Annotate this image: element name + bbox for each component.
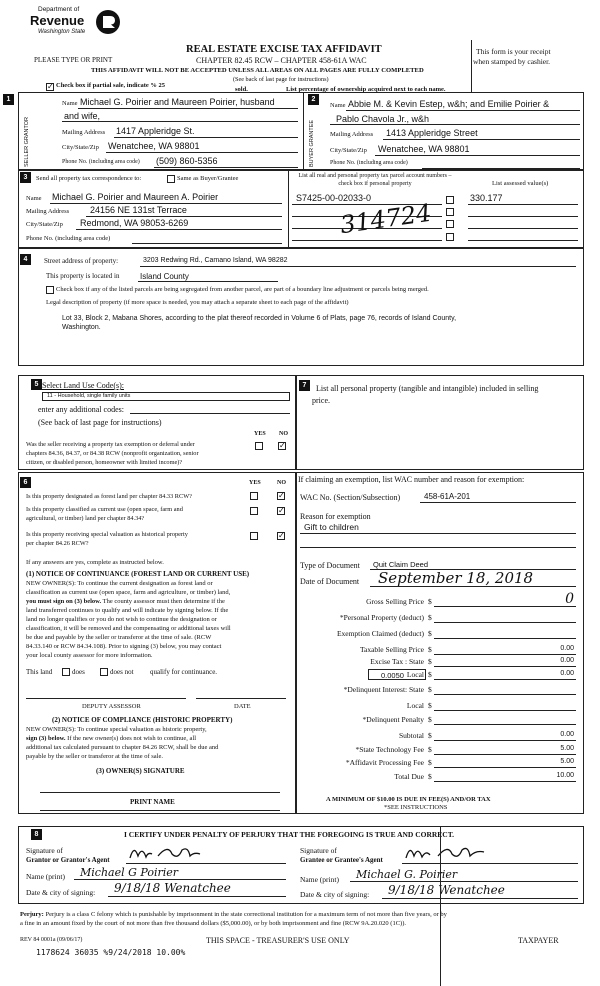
tax-row-label: Local (406, 701, 424, 710)
tax-row-line (434, 694, 576, 695)
tax-row-line (434, 654, 576, 655)
grantor-signature[interactable] (128, 842, 208, 864)
section-number-1: 1 (3, 94, 14, 105)
legal-description-2[interactable]: Washington. (62, 324, 101, 331)
document-type-label: Type of Document (300, 561, 360, 570)
sec6-no-header: NO (277, 480, 286, 486)
compliance-text-2b: If the new owner(s) does not wish to continue, all (65, 735, 197, 742)
tax-row-currency: $ (428, 772, 432, 781)
tax-row-line (434, 781, 576, 782)
owner-signature-line (40, 792, 280, 793)
tax-row-label: Subtotal (398, 731, 424, 740)
receipt-stamp: 1178624 36035 %9/24/2018 10.00% (36, 948, 186, 957)
assessed-value[interactable]: 330.177 (470, 193, 503, 203)
buyer-mail-line (383, 139, 580, 140)
tax-row-label: *State Technology Fee (355, 745, 424, 754)
reason-line-2 (300, 547, 576, 548)
tax-row-line (434, 679, 576, 680)
tax-row-currency: $ (428, 731, 432, 740)
perjury-text-2: a fine in an amount fixed by the court of not more than five thousand dollars ($5,000.00), or by both imprisonment and fine (RCW 9A.20.020 (1C)). (20, 920, 407, 927)
send-correspondence-label: Send all property tax correspondence to: (36, 175, 142, 182)
notice-continuance-title: (1) NOTICE OF CONTINUANCE (FOREST LAND OR CURRENT USE) (26, 570, 250, 578)
forest-no-checkbox[interactable]: ✓ (278, 491, 285, 500)
legal-label: Legal description of property (if more space is needed, you may attach a separate sheet to each page of the affidavit) (46, 299, 349, 306)
tax-row-currency: $ (428, 715, 432, 724)
compliance-text-4: payable by the seller or transferor at the time of sale. (26, 753, 163, 760)
partial-sale-label: Check box if partial sale, indicate % 25 (56, 82, 166, 89)
tax-row-label: Excise Tax : State (370, 657, 424, 666)
assessed-line-3 (468, 228, 578, 229)
treasurer-space-label: THIS SPACE - TREASURER'S USE ONLY (206, 936, 350, 945)
tax-row-currency: $ (428, 613, 432, 622)
corr-mail-label: Mailing Address (26, 208, 70, 215)
continuance-text-8: 84.33.140 or RCW 84.34.108). Prior to signing (3) below, you may contact (26, 643, 222, 650)
tax-row-currency: $ (428, 701, 432, 710)
continuance-text-7: be due and payable by the seller or transferor at the time of sale. (RCW (26, 634, 212, 641)
corr-city-label: City/State/Zip (26, 221, 63, 228)
corr-city[interactable]: Redmond, WA 98053-6269 (80, 218, 189, 228)
sec5-yes-header: YES (254, 431, 266, 437)
dept-state: Washington State (38, 29, 86, 35)
personal-property-label: List all personal property (tangible and intangible) included in selling (316, 384, 539, 393)
assessed-line-2 (468, 216, 578, 217)
document-type[interactable]: Quit Claim Deed (373, 560, 429, 569)
grantor-signature-of: Signature of (26, 846, 63, 855)
local-rate-box[interactable] (368, 669, 426, 680)
street-address[interactable]: 3203 Redwing Rd., Camano Island, WA 98282 (143, 257, 288, 264)
grantee-name-print-label: Name (print) (300, 875, 339, 884)
additional-codes-label: enter any additional codes: (38, 405, 124, 414)
partial-sale-sold: sold. (235, 86, 248, 93)
form-title: REAL ESTATE EXCISE TAX AFFIDAVIT (186, 44, 382, 55)
buyer-mail-label: Mailing Address (330, 131, 374, 138)
qualify-label: qualify for continuance. (150, 668, 218, 676)
tax-row-value[interactable]: 0.00 (560, 657, 574, 664)
land-use-label: Select Land Use Code(s): (42, 381, 124, 390)
buyer-phone-label: Phone No. (including area code) (330, 160, 408, 166)
current-use-yes-checkbox[interactable] (250, 507, 258, 515)
continuance-sign-bold: you must sign on (3) below. (26, 598, 102, 605)
grantee-signature-of: Signature of (300, 846, 337, 855)
assessed-line-4 (468, 240, 578, 241)
continuance-text-4: land transferred continues to qualify and will indicate by signing below. If the (26, 607, 229, 614)
assessed-line-1 (468, 204, 578, 205)
section-number-4: 4 (20, 254, 31, 265)
seller-name-line (78, 108, 298, 109)
forest-yes-checkbox[interactable] (250, 492, 258, 500)
sec5-no-header: NO (279, 431, 288, 437)
tax-row-line (434, 767, 576, 768)
tax-row-value[interactable]: 0.00 (560, 645, 574, 652)
tax-row-line (434, 606, 576, 607)
section-number-2: 2 (308, 94, 319, 105)
continuance-text-2: classification as current use (open space, farm and agriculture, or timber) land, (26, 589, 231, 596)
tax-row-line (434, 724, 576, 725)
seller-mail-label: Mailing Address (62, 129, 106, 136)
tax-row-line (434, 638, 576, 639)
form-chapter: CHAPTER 82.45 RCW – CHAPTER 458-61A WAC (196, 56, 367, 65)
ownership-pct-note: List percentage of ownership acquired next to each name. (286, 86, 446, 93)
seller-phone-line (154, 167, 298, 168)
land-does-checkbox[interactable] (62, 668, 70, 676)
exemption-no-checkbox[interactable]: ✓ (279, 441, 286, 450)
print-name-line (40, 810, 280, 811)
located-label: This property is located in (46, 272, 120, 280)
legal-description-1[interactable]: Lot 33, Block 2, Mabana Shores, according to the plat thereof recorded in Volume 6 of Plats, page 76, records of Island County, (62, 315, 457, 322)
compliance-text-1: NEW OWNER(S): To continue special valuation as historic property, (26, 726, 207, 733)
grantor-agent-label: Grantor or Grantor's Agent (26, 856, 110, 864)
corr-name[interactable]: Michael G. Poirier and Maureen A. Poirier (52, 192, 219, 202)
tax-row-value[interactable]: 10.00 (556, 772, 574, 779)
land-does-not-label: does not (110, 668, 134, 676)
tax-row-currency: $ (428, 645, 432, 654)
notice-compliance-title: (2) NOTICE OF COMPLIANCE (HISTORIC PROPERTY) (52, 716, 233, 724)
continuance-text-5: land no longer qualifies or you do not wish to continue the designation or (26, 616, 217, 623)
header-see-back: (See back of last page for instructions) (233, 76, 329, 83)
current-use-question-b: agricultural, or timber) land per chapter 84.34? (26, 515, 145, 522)
land-use-see-back: (See back of last page for instructions) (38, 418, 162, 427)
assessed-header: List assessed value(s) (492, 180, 549, 187)
personal-property-checkbox-4[interactable] (446, 233, 454, 241)
seller-city-line (106, 152, 298, 153)
seller-mail-line (114, 137, 298, 138)
grantee-date-city[interactable]: 9/18/18 Wenatchee (388, 883, 505, 897)
seller-phone-label: Phone No. (including area code) (62, 159, 140, 165)
dept-line: Department of (38, 6, 80, 13)
continuance-text-9: your local county assessor for more information. (26, 652, 153, 659)
exemption-claim-label: If claiming an exemption, list WAC number and reason for exemption: (298, 475, 525, 484)
tax-row-label: Total Due (394, 772, 424, 781)
tax-row-label: Taxable Selling Price (359, 645, 424, 654)
partial-sale-checkbox[interactable]: ✓ (47, 82, 54, 91)
if-yes-note: If any answers are yes, complete as instructed below. (26, 559, 164, 566)
tax-row-line (434, 622, 576, 623)
tax-row-value[interactable]: 5.00 (560, 758, 574, 765)
personal-property-checkbox-1[interactable] (446, 196, 454, 204)
local-rate: 0.0050 (381, 671, 404, 680)
county-line (138, 281, 278, 282)
buyer-name2-line (330, 124, 580, 125)
deputy-assessor-label: DEPUTY ASSESSOR (82, 703, 141, 710)
personal-property-checkbox-3[interactable] (446, 220, 454, 228)
section-number-6: 6 (20, 477, 31, 488)
grantee-date-city-label: Date & city of signing: (300, 890, 370, 899)
additional-codes-line (130, 413, 290, 414)
street-line (140, 266, 576, 267)
tax-row-label: Gross Selling Price (366, 597, 424, 606)
historic-question-a: Is this property receiving special valuation as historical property (26, 531, 188, 538)
tax-row-line (434, 666, 576, 667)
see-instructions-note: *SEE INSTRUCTIONS (384, 804, 448, 811)
tax-row-value[interactable]: 0 (565, 591, 574, 607)
perjury-text-1b: Perjury is a class C felony which is punishable by imprisonment in the state correctional institution for a maximum term of not more than five years, or by (43, 911, 447, 918)
grantor-date-city[interactable]: 9/18/18 Wenatchee (114, 881, 231, 895)
perjury-label: Perjury: (20, 911, 44, 918)
tax-row-label: *Delinquent Penalty (362, 715, 424, 724)
grantor-signature-line (126, 863, 286, 864)
dept-logo-text (30, 6, 86, 35)
perjury-certification: I CERTIFY UNDER PENALTY OF PERJURY THAT THE FOREGOING IS TRUE AND CORRECT. (124, 830, 455, 839)
corr-city-line (76, 229, 282, 230)
seller-mail[interactable]: 1417 Appleridge St. (116, 126, 195, 136)
section3-divider (288, 170, 289, 248)
exemption-question-1a: Was the seller receiving a property tax exemption or deferral under (26, 441, 195, 448)
seller-name-label: Name (62, 100, 78, 107)
tax-row-currency: $ (428, 685, 432, 694)
historic-question-b: per chapter 84.26 RCW? (26, 540, 89, 547)
grantor-date-city-label: Date & city of signing: (26, 888, 96, 897)
tax-row-label: Exemption Claimed (deduct) (336, 629, 424, 638)
minimum-fee-note: A MINIMUM OF $10.00 IS DUE IN FEE(S) AND/OR TAX (326, 796, 491, 803)
seller-name[interactable]: Michael G. Poirier and Maureen Poirier, husband (80, 97, 275, 107)
receipt-divider (471, 40, 472, 92)
buyer-name-label: Name (330, 102, 346, 109)
tax-row-currency: $ (428, 670, 432, 679)
current-use-no-checkbox[interactable]: ✓ (278, 506, 285, 515)
exemption-question-1b: chapters 84.36, 84.37, or 84.38 RCW (nonprofit organization, senior (26, 450, 199, 457)
form-warning: THIS AFFIDAVIT WILL NOT BE ACCEPTED UNLESS ALL AREAS ON ALL PAGES ARE FULLY COMPLETED (91, 67, 424, 74)
exemption-reason[interactable]: Gift to children (304, 522, 359, 532)
segregated-label: Check box if any of the listed parcels are being segregated from another parcel, are part of a boundary line adjustment or parcels being merged. (56, 286, 429, 293)
section-number-7: 7 (299, 380, 310, 391)
continuance-text-3 (26, 598, 225, 605)
parcel-header: List all real and personal property tax parcel account numbers – check box if personal property (298, 173, 452, 187)
tax-row-value[interactable]: 0.00 (560, 670, 574, 677)
reason-line (300, 533, 576, 534)
tax-row-value[interactable]: 5.00 (560, 745, 574, 752)
buyer-city-line (375, 155, 580, 156)
dept-name: Revenue (30, 13, 85, 28)
receipt-note-1: This form is your receipt (476, 47, 551, 56)
corr-name-line (50, 203, 282, 204)
historic-yes-checkbox[interactable] (250, 532, 258, 540)
continuance-text-6: classification, it will be removed and the compensating or additional taxes will (26, 625, 231, 632)
form-revision: REV 84 0001a (09/06/17) (20, 937, 83, 943)
grantee-signature[interactable] (404, 842, 494, 864)
corr-phone-line (132, 243, 282, 244)
deputy-date-line (196, 698, 286, 699)
wac-number[interactable]: 458-61A-201 (424, 492, 471, 501)
deputy-date-label: DATE (234, 703, 251, 710)
exemption-question-1c: citizen, or disabled person, homeowner with limited income)? (26, 459, 183, 466)
taxpayer-label: TAXPAYER (518, 936, 559, 945)
corr-phone-label: Phone No. (including area code) (26, 235, 111, 242)
continuance-text-3b: The county assessor must then determine if the (101, 598, 225, 605)
document-date-line (370, 586, 576, 587)
forest-land-question: Is this property designated as forest land per chapter 84.33 RCW? (26, 493, 192, 500)
owner-signature-label: (3) OWNER(S) SIGNATURE (96, 767, 185, 775)
compliance-text-3: additional tax calculated pursuant to chapter 84.26 RCW, shall be due and (26, 744, 219, 751)
tax-row-label: *Delinquent Interest: State (343, 685, 424, 694)
this-land-label: This land (26, 668, 53, 676)
continuance-text-1: NEW OWNER(S): To continue the current designation as forest land or (26, 580, 213, 587)
grantee-agent-label: Grantee or Grantee's Agent (300, 856, 383, 864)
tax-row-line (434, 710, 576, 711)
seller-side-label: SELLER GRANTOR (24, 116, 30, 167)
handwritten-number: 314724 (338, 198, 434, 240)
personal-property-checkbox-2[interactable] (446, 208, 454, 216)
buyer-name-line (346, 110, 580, 111)
tax-row-currency: $ (428, 758, 432, 767)
county[interactable]: Island County (140, 272, 189, 281)
seller-phone[interactable]: (509) 860-5356 (156, 156, 218, 166)
land-use-select[interactable] (42, 392, 290, 401)
parties-divider (303, 92, 304, 170)
buyer-name[interactable]: Abbie M. & Kevin Estep, w&h; and Emilie Poirier & (348, 99, 550, 109)
seller-city-label: City/State/Zip (62, 144, 99, 151)
buyer-name-2[interactable]: Pablo Chavola Jr., w&h (336, 114, 430, 124)
personal-property-price-label: price. (312, 396, 330, 405)
revenue-logo-icon (94, 8, 122, 36)
reason-label: Reason for exemption (300, 512, 371, 521)
land-use-value: 11 - Household, single family units (47, 393, 131, 399)
buyer-side-label: BUYER GRANTEE (309, 119, 315, 167)
tax-row-currency: $ (428, 629, 432, 638)
buyer-city-label: City/State/Zip (330, 147, 367, 154)
tax-row-currency: $ (428, 597, 432, 606)
historic-no-checkbox[interactable]: ✓ (278, 531, 285, 540)
receipt-note-2: when stamped by cashier. (473, 57, 551, 66)
document-date-label: Date of Document (300, 577, 360, 586)
parcel-number[interactable]: S7425-00-02033-0 (296, 193, 372, 203)
print-name-label: PRINT NAME (130, 798, 175, 806)
grantor-date-line (108, 896, 286, 897)
same-as-buyer-checkbox[interactable] (167, 175, 175, 183)
tax-row-line (434, 740, 576, 741)
seller-name2-line (62, 121, 298, 122)
parcel-line-4 (292, 240, 442, 241)
grantor-print-line (74, 879, 286, 880)
seller-city[interactable]: Wenatchee, WA 98801 (108, 141, 200, 151)
grantee-date-line (382, 898, 578, 899)
land-does-not-checkbox[interactable] (100, 668, 108, 676)
section-number-3: 3 (20, 172, 31, 183)
corr-name-label: Name (26, 195, 42, 202)
corr-mail-line (86, 216, 282, 217)
wac-label: WAC No. (Section/Subsection) (300, 493, 401, 502)
current-use-question-a: Is this property classified as current use (open space, farm and (26, 506, 183, 513)
street-label: Street address of property: (44, 257, 119, 265)
grantee-print-line (350, 881, 578, 882)
deputy-line (26, 698, 186, 699)
seller-name-2[interactable]: and wife, (64, 111, 101, 121)
tax-row-label: *Personal Property (deduct) (339, 613, 424, 622)
section-number-8: 8 (31, 829, 42, 840)
wac-line (420, 502, 576, 503)
land-does-label: does (72, 668, 85, 676)
tax-row-value[interactable]: 0.00 (560, 731, 574, 738)
sec6-yes-header: YES (249, 480, 261, 486)
grantor-name-print-label: Name (print) (26, 872, 65, 881)
tax-row-label: Local (406, 670, 424, 679)
same-as-buyer-label: Same as Buyer/Grantee (177, 175, 239, 182)
please-type-or-print: PLEASE TYPE OR PRINT (34, 56, 113, 64)
document-date[interactable]: September 18, 2018 (378, 569, 534, 587)
perjury-text-1 (20, 911, 447, 918)
tax-row-currency: $ (428, 745, 432, 754)
tax-row-label: *Affidavit Processing Fee (345, 758, 424, 767)
buyer-mail[interactable]: 1413 Appleridge Street (386, 128, 478, 138)
buyer-phone-line (422, 168, 580, 169)
grantee-signature-line (402, 863, 578, 864)
section-number-5: 5 (31, 379, 42, 390)
compliance-sign-bold: sign (3) below. (26, 735, 66, 742)
corr-mail[interactable]: 24156 NE 131st Terrace (90, 205, 187, 215)
segregated-checkbox[interactable] (46, 286, 54, 294)
grantee-print-name[interactable]: Michael G. Poirier (356, 868, 458, 881)
buyer-city[interactable]: Wenatchee, WA 98801 (378, 144, 470, 154)
grantor-print-name[interactable]: Michael G Poirier (80, 866, 179, 879)
exemption-yes-checkbox[interactable] (255, 442, 263, 450)
tax-row-line (434, 754, 576, 755)
scan-fold-line (440, 826, 441, 986)
tax-row-currency: $ (428, 657, 432, 666)
compliance-text-2 (26, 735, 196, 742)
